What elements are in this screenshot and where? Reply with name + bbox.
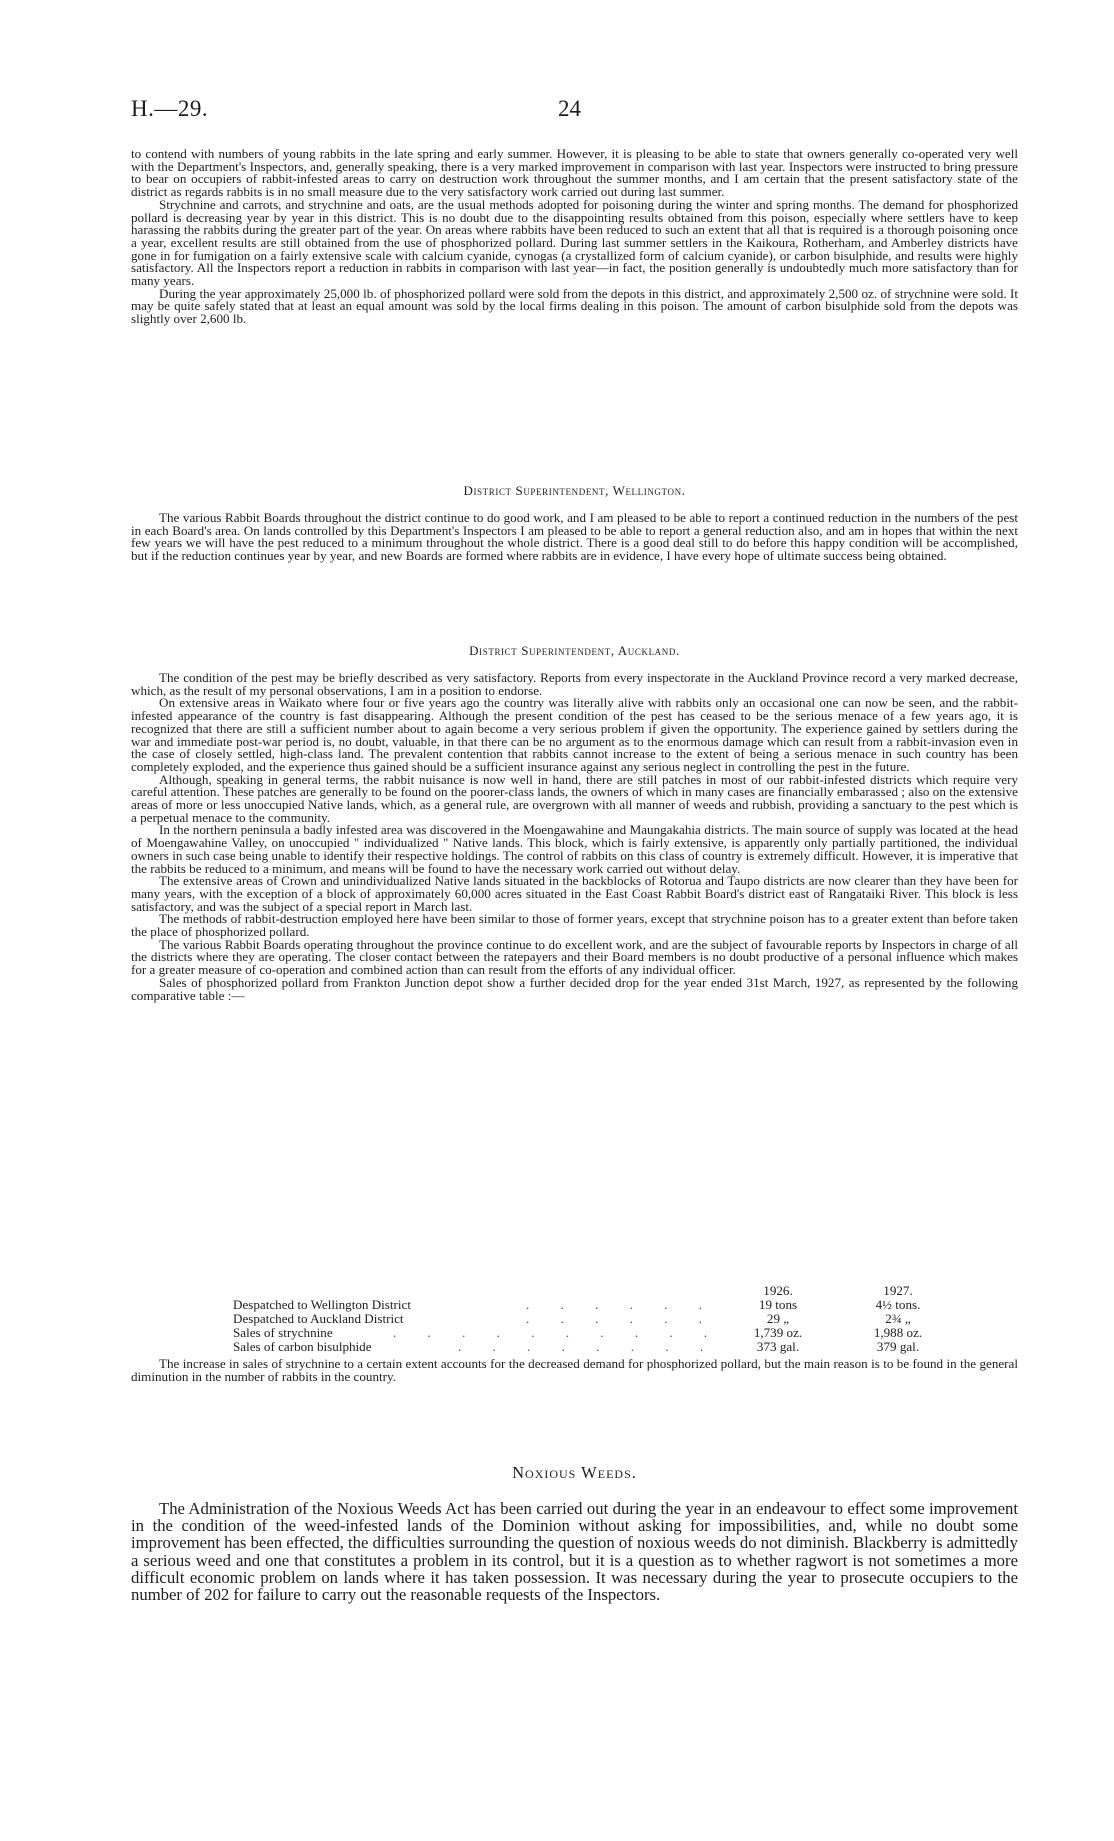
paragraph: The various Rabbit Boards throughout the district continue to do good work, and I am pleased to be able to report a continued reduction in the numbers of the pest in each Board's area. On lands controlled by this Department's Inspectors I am pleased to be able to report a general reduction also, and am in hopes that within the next few years we will have the pest reduced to a minimum throughout the whole district. There is a good deal still to do before this happy condition will be accomplished, but if the reduction continues year by year, and new Boards are formed where rabbits are in evidence, I have every hope of ultimate success being obtained. <box>131 510 1018 564</box>
page-header <box>131 96 1011 126</box>
paragraph: The condition of the pest may be briefly described as very satisfactory. Reports from every inspectorate in the Auckland Province record a very marked decrease, which, as the result of my personal observations, I am in a position to endorse. <box>131 670 1018 698</box>
leader-dots: . . . . . . <box>526 1297 717 1312</box>
paragraph: In the northern peninsula a badly infested area was discovered in the Moengawahine and Maungakahia districts. The main source of supply was located at the head of Moengawahine Valley, on unoccupied " individualized " Native lands. This block, which is fairly extensive, is apparently only partially partitioned, the individual owners in such case being unable to identify their respective holdings. The control of rabbits on this class of country is extremely difficult. However, it is imperative that the rabbits be reduced to a minimum, and means will be found to have the necessary work carried out without delay. <box>131 822 1018 876</box>
section-continued <box>131 148 1018 326</box>
value-1926: 29 „ <box>766 1311 790 1326</box>
heading-noxious-weeds: Noxious Weeds. <box>512 1463 637 1482</box>
paragraph: The Administration of the Noxious Weeds Act has been carried out during the year in an endeavour to effect some improvement in the condition of the weed-infested lands of the Dominion without asking for impossibilities, and, while no doubt some improvement has been effected, the difficulties surrounding the question of noxious weeds do not diminish. Blackberry is admittedly a serious weed and one that constitutes a problem in its control, but it is a question as to whether ragwort is not sometimes a more difficult economic problem on lands where it has taken possession. It was necessary during the year to prosecute occupiers to the number of 202 for failure to carry out the reasonable requests of the Inspectors. <box>131 1499 1018 1605</box>
paragraph: During the year approximately 25,000 lb. of phosphorized pollard were sold from the depots in this district, and approximately 2,500 oz. of strychnine were sold. It may be quite safely stated that at least an equal amount was sold by the local firms dealing in this poison. The amount of carbon bisulphide sold from the depots was slightly over 2,600 lb. <box>131 285 1018 327</box>
value-1927: 4½ tons. <box>875 1297 921 1312</box>
column-header-1926: 1926. <box>763 1283 793 1298</box>
paragraph: The methods of rabbit-destruction employed here have been similar to those of former years, except that strychnine poison has to a greater extent than before taken the place of phosphorized pollard. <box>131 911 1018 940</box>
row-label: Sales of carbon bisulphide <box>233 1339 372 1354</box>
paragraph: Sales of phosphorized pollard from Frankton Junction depot show a further decided drop for the year ended 31st March, 1927, as represented by the following comparative table :— <box>131 974 1018 1003</box>
row-label: Despatched to Auckland District <box>233 1311 404 1326</box>
table-row <box>233 1325 953 1339</box>
table-header-row <box>233 1283 953 1297</box>
paragraph: to contend with numbers of young rabbits in the late spring and early summer. However, it is pleasing to be able to state that owners generally co-operated very well with the Department's Inspectors, and, generally speaking, there is a very marked improvement in comparison with last year. Inspectors were instructed to bring pressure to bear on occupiers of rabbit-infested areas to carry on destruction work throughout the summer months, and I am certain that the present satisfactory state of the district as regards rabbits is in no small measure due to the very satisfactory work carried out during last summer. <box>131 146 1018 200</box>
value-1927: 2¾ „ <box>885 1311 911 1326</box>
heading-wellington: District Superintendent, Wellington. <box>463 483 686 498</box>
table-row <box>233 1339 953 1353</box>
paragraph: Strychnine and carrots, and strychnine and oats, are the usual methods adopted for poisoning during the winter and spring months. The demand for phosphorized pollard is decreasing year by year in this district. This is no doubt due to the disappointing results obtained from this poison, especially where settlers have to keep harassing the rabbits during the greater part of the year. On areas where rabbits have been reduced to such an extent that all that is required is a thorough poisoning once a year, excellent results are still obtained from the use of phosphorized pollard. During last summer settlers in the Kaikoura, Rotherham, and Amberley districts have gone in for fumigation on a fairly extensive scale with calcium cyanide, cynogas (a crystallized form of calcium cyanide), or carbon bisulphide, and results were highly satisfactory. All the Inspectors report a reduction in rabbits in comparison with last year—in fact, the position generally is undoubtedly much more satisfactory than for many years. <box>131 196 1018 289</box>
table-row <box>233 1297 953 1311</box>
section-noxious-weeds <box>131 1500 1018 1603</box>
section-wellington <box>131 512 1018 563</box>
leader-dots: . . . . . . . . . . <box>393 1325 722 1340</box>
paragraph: The various Rabbit Boards operating throughout the province continue to do excellent work, and are the subject of favourable reports by Inspectors in charge of all the districts where they are operating. The closer contact between the ratepayers and their Board members is no doubt productive of a personal influence which makes for a greater measure of co-operation and combined action than can result from the efforts of any individual officer. <box>131 936 1018 978</box>
row-label: Despatched to Wellington District <box>233 1297 411 1312</box>
paragraph: Although, speaking in general terms, the rabbit nuisance is now well in hand, there are still patches in most of our rabbit-infested districts which require very careful attention. These patches are generally to be found on the poorer-class lands, the owners of which in many cases are financially embarassed ; also on the extensive areas of more or less unoccupied Native lands, which, as a general rule, are overgrown with all manner of weeds and rubbish, providing a sanctuary to the pest which is a perpetual menace to the community. <box>131 771 1018 825</box>
leader-dots: . . . . . . <box>526 1311 717 1326</box>
comparative-table <box>233 1283 953 1353</box>
paragraph: The extensive areas of Crown and unindividualized Native lands situated in the backblocks of Rotorua and Taupo districts are now clearer than they have been for many years, with the exception of a block of approximately 60,000 acres situated in the East Coast Rabbit Board's district east of Rangataiki River. This block is less satisfactory, and was the subject of a special report in March last. <box>131 873 1018 914</box>
page-number: 24 <box>558 96 581 121</box>
value-1926: 373 gal. <box>756 1339 800 1354</box>
value-1927: 379 gal. <box>876 1339 920 1354</box>
paragraph: The increase in sales of strychnine to a certain extent accounts for the decreased demand for phosphorized pollard, but the main reason is to be found in the general diminution in the number of rabbits in the country. <box>131 1356 1018 1384</box>
section-auckland-closing <box>131 1358 1018 1383</box>
paragraph: On extensive areas in Waikato where four or five years ago the country was literally alive with rabbits only an occasional one can now be seen, and the rabbit-infested appearance of the country is fast disappearing. Although the present condition of the pest has ceased to be the serious menace of a few years ago, it is recognized that there are still a sufficient number about to again become a very serious problem if given the opportunity. The experience gained by settlers during the war and immediate post-war period is, no doubt, valuable, in that there can be no argument as to the enormous damage which can result from a rabbit-invasion even in the case of closely settled, high-class land. The prevalent contention that rabbits cannot increase to the extent of being a serious menace in such country has been completely exploded, and the experience thus gained should be a sufficient insurance against any serious neglect in controlling the pest in the future. <box>131 695 1018 774</box>
column-header-1927: 1927. <box>883 1283 913 1298</box>
value-1926: 1,739 oz. <box>753 1325 803 1340</box>
value-1927: 1,988 oz. <box>873 1325 923 1340</box>
table-row <box>233 1311 953 1325</box>
heading-auckland: District Superintendent, Auckland. <box>469 643 680 658</box>
leader-dots: . . . . . . . . <box>458 1339 718 1354</box>
row-label: Sales of strychnine <box>233 1325 333 1340</box>
section-auckland <box>131 672 1018 1002</box>
report-code: H.—29. <box>131 96 209 121</box>
value-1926: 19 tons <box>758 1297 798 1312</box>
